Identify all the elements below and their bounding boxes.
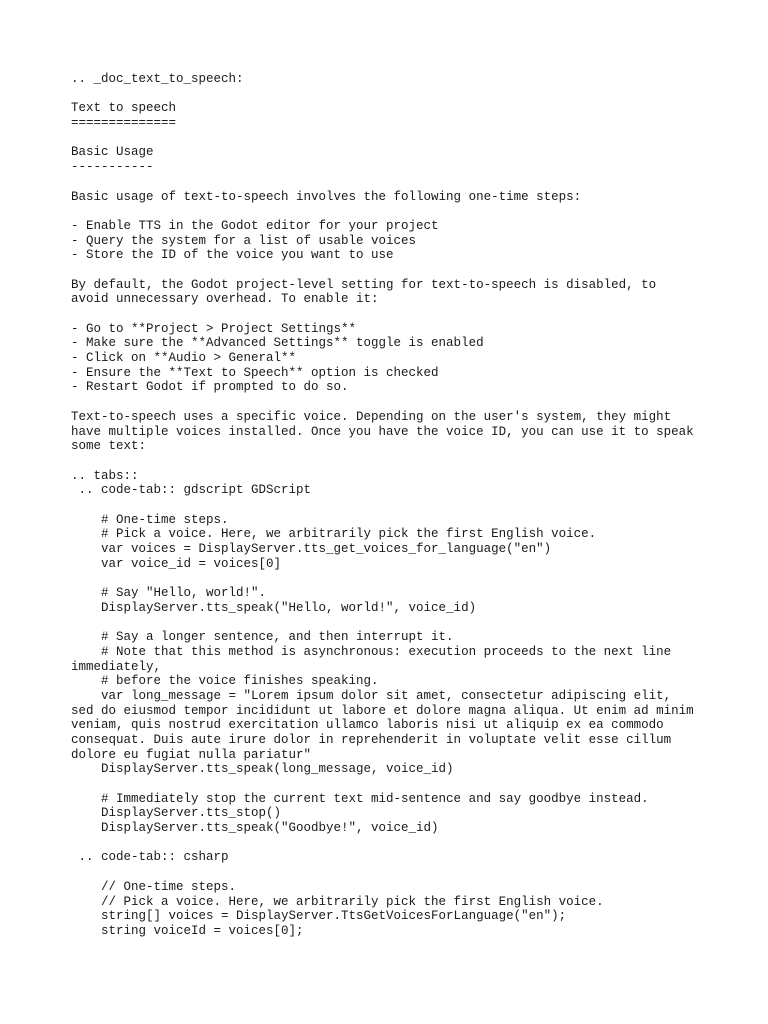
text-line: ============== bbox=[71, 116, 177, 131]
text-line: DisplayServer.tts_stop() bbox=[71, 806, 282, 821]
text-line: # Say a longer sentence, and then interrupt it. bbox=[71, 630, 454, 645]
blank-line bbox=[71, 175, 711, 190]
text-line: By default, the Godot project-level setting for text-to-speech is disabled, to bbox=[71, 277, 657, 292]
text-line: - Store the ID of the voice you want to use bbox=[71, 248, 394, 263]
blank-line bbox=[71, 87, 711, 102]
text-line: - Go to **Project > Project Settings** bbox=[71, 321, 357, 336]
text-line: DisplayServer.tts_speak("Goodbye!", voice_id) bbox=[71, 821, 439, 836]
text-line: Basic Usage bbox=[71, 145, 154, 160]
text-line: Basic usage of text-to-speech involves the following one-time steps: bbox=[71, 189, 582, 204]
text-line: - Query the system for a list of usable voices bbox=[71, 233, 417, 248]
blank-line bbox=[71, 454, 711, 469]
text-line: // Pick a voice. Here, we arbitrarily pick the first English voice. bbox=[71, 894, 604, 909]
text-line: - Restart Godot if prompted to do so. bbox=[71, 380, 349, 395]
text-line: dolore eu fugiat nulla pariatur" bbox=[71, 747, 312, 762]
text-line: - Make sure the **Advanced Settings** toggle is enabled bbox=[71, 336, 484, 351]
text-line: # Immediately stop the current text mid-sentence and say goodbye instead. bbox=[71, 791, 649, 806]
blank-line bbox=[71, 865, 711, 880]
text-line: - Click on **Audio > General** bbox=[71, 351, 297, 366]
blank-line bbox=[71, 204, 711, 219]
text-line: .. code-tab:: csharp bbox=[71, 850, 229, 865]
blank-line bbox=[71, 777, 711, 792]
text-line: // One-time steps. bbox=[71, 879, 237, 894]
text-line: immediately, bbox=[71, 659, 162, 674]
text-line: # before the voice finishes speaking. bbox=[71, 674, 379, 689]
text-line: .. tabs:: bbox=[71, 468, 139, 483]
blank-line bbox=[71, 307, 711, 322]
blank-line bbox=[71, 836, 711, 851]
text-line: veniam, quis nostrud exercitation ullamco laboris nisi ut aliquip ex ea commodo bbox=[71, 718, 664, 733]
blank-line bbox=[71, 395, 711, 410]
text-line: .. _doc_text_to_speech: bbox=[71, 72, 244, 86]
text-line: string[] voices = DisplayServer.TtsGetVoicesForLanguage("en"); bbox=[71, 909, 567, 924]
text-line: .. code-tab:: gdscript GDScript bbox=[71, 483, 312, 498]
document-page bbox=[71, 72, 711, 939]
text-line: DisplayServer.tts_speak("Hello, world!", voice_id) bbox=[71, 600, 477, 615]
text-line: # Say "Hello, world!". bbox=[71, 586, 267, 601]
text-line: DisplayServer.tts_speak(long_message, voice_id) bbox=[71, 762, 454, 777]
text-line: have multiple voices installed. Once you have the voice ID, you can use it to speak bbox=[71, 424, 694, 439]
text-line: Text to speech bbox=[71, 101, 177, 116]
text-line: # Note that this method is asynchronous: execution proceeds to the next line bbox=[71, 644, 672, 659]
text-line: Text-to-speech uses a specific voice. Depending on the user's system, they might bbox=[71, 409, 672, 424]
text-line: avoid unnecessary overhead. To enable it: bbox=[71, 292, 379, 307]
text-line: string voiceId = voices[0]; bbox=[71, 923, 304, 938]
text-line: # Pick a voice. Here, we arbitrarily pick the first English voice. bbox=[71, 527, 597, 542]
blank-line bbox=[71, 131, 711, 146]
blank-line bbox=[71, 263, 711, 278]
text-line: ----------- bbox=[71, 160, 154, 175]
text-line: # One-time steps. bbox=[71, 512, 229, 527]
text-line: sed do eiusmod tempor incididunt ut labore et dolore magna aliqua. Ut enim ad minim bbox=[71, 703, 694, 718]
text-line: - Ensure the **Text to Speech** option is checked bbox=[71, 365, 439, 380]
text-line: var long_message = "Lorem ipsum dolor sit amet, consectetur adipiscing elit, bbox=[71, 688, 672, 703]
text-line: - Enable TTS in the Godot editor for your project bbox=[71, 218, 439, 233]
blank-line bbox=[71, 615, 711, 630]
blank-line bbox=[71, 498, 711, 513]
text-line: consequat. Duis aute irure dolor in reprehenderit in voluptate velit esse cillum bbox=[71, 732, 672, 747]
text-line: var voices = DisplayServer.tts_get_voices_for_language("en") bbox=[71, 542, 552, 556]
text-line: some text: bbox=[71, 439, 147, 454]
text-line: var voice_id = voices[0] bbox=[71, 556, 282, 571]
blank-line bbox=[71, 571, 711, 586]
